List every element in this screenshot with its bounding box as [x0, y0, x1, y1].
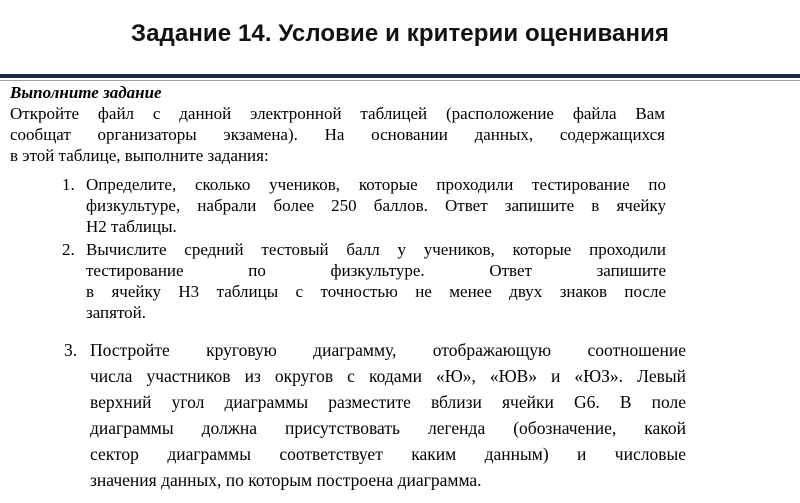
document-heading: Выполните задание	[10, 83, 162, 102]
task-item-3	[64, 337, 686, 493]
task-number: 1.	[62, 175, 75, 194]
task-list	[62, 174, 666, 323]
task-number: 3.	[64, 340, 78, 360]
intro-line: сообщат организаторы экзамена). На основании данных, содержащихся	[10, 125, 665, 144]
intro-line: Откройте файл с данной электронной таблицей (расположение файла Вам	[10, 104, 665, 123]
intro-line: в этой таблице, выполните задания:	[10, 146, 269, 165]
task-line: Постройте круговую диаграмму, отображающую соотношение	[90, 340, 686, 360]
task-line: сектор диаграммы соответствует каким данным) и числовые	[90, 444, 686, 464]
task-line: физкультуре, набрали более 250 баллов. Ответ запишите в ячейку	[86, 196, 666, 215]
task-line: значения данных, по которым построена диаграмма.	[90, 470, 482, 490]
task-line: Определите, сколько учеников, которые проходили тестирование по	[86, 175, 666, 194]
task-item-2	[62, 239, 666, 323]
task-line: в ячейку H3 таблицы с точностью не менее двух знаков после	[86, 282, 666, 301]
task-item-3-body	[64, 337, 686, 493]
task-line: числа участников из округов с кодами «Ю», «ЮВ» и «ЮЗ». Левый	[90, 366, 686, 386]
task-line: запятой.	[86, 303, 147, 322]
slide-title: Задание 14. Условие и критерии оценивания	[130, 20, 670, 47]
task-line: тестирование по физкультуре. Ответ запишите	[86, 261, 666, 280]
title-divider	[0, 74, 800, 78]
task-line: H2 таблицы.	[86, 217, 177, 236]
task-line: диаграммы должна присутствовать легенда (обозначение, какой	[90, 418, 686, 438]
task-line: верхний угол диаграммы разместите вблизи ячейки G6. В поле	[90, 392, 686, 412]
task-number: 2.	[62, 240, 75, 259]
task-item-1	[62, 174, 666, 237]
task-document	[10, 82, 665, 166]
title-divider-thin	[0, 80, 800, 81]
task-line: Вычислите средний тестовый балл у учеников, которые проходили	[86, 240, 666, 259]
